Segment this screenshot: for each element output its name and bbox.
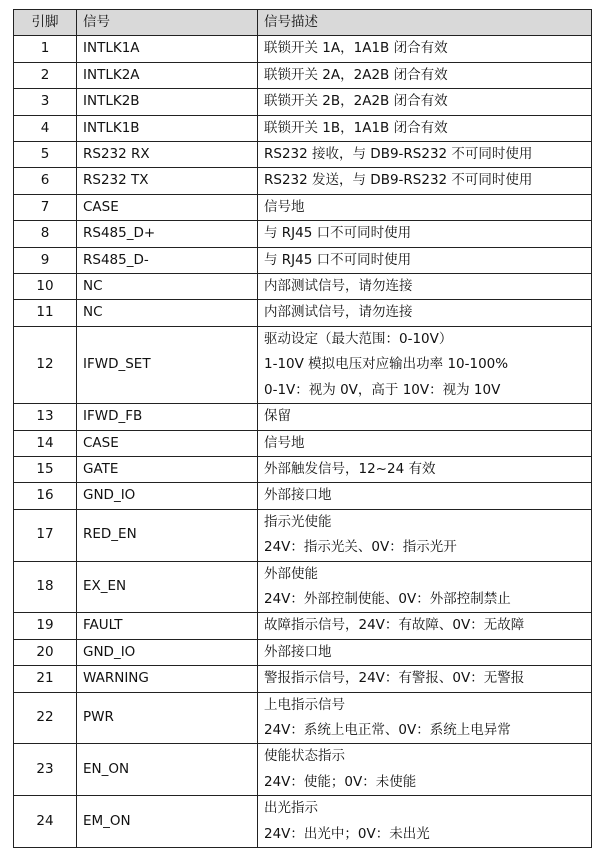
description-line: 外部接口地 [264,643,332,660]
signal-name: CASE [77,430,258,456]
table-row [14,561,592,613]
signal-name: EM_ON [77,796,258,848]
description-line: 联锁开关 2B，2A2B 闭合有效 [264,93,448,110]
table-row [14,274,592,300]
header-signal: 信号 [77,10,258,36]
signal-description [258,404,592,430]
signal-name: EN_ON [77,744,258,796]
signal-name: WARNING [77,666,258,692]
signal-name: GATE [77,456,258,482]
pin-number: 6 [14,168,77,194]
pin-number: 20 [14,639,77,665]
header-pin: 引脚 [14,10,77,36]
pin-number: 9 [14,247,77,273]
table-row [14,62,592,88]
signal-description [258,666,592,692]
table-row [14,115,592,141]
pin-number: 15 [14,456,77,482]
description-line: 上电指示信号 [264,696,345,713]
signal-description [258,221,592,247]
signal-name: RS485_D+ [77,221,258,247]
table-row [14,456,592,482]
table-row [14,613,592,639]
pin-number: 10 [14,274,77,300]
signal-description [258,36,592,62]
table-row [14,796,592,848]
description-line: 24V：使能；0V：未使能 [264,773,417,790]
description-line: 驱动设定（最大范围：0-10V） [264,330,453,347]
signal-name: NC [77,274,258,300]
signal-name: EX_EN [77,561,258,613]
table-row [14,247,592,273]
description-line: 24V：出光中；0V：未出光 [264,825,430,842]
description-line: 内部测试信号，请勿连接 [264,304,413,321]
table-row [14,666,592,692]
pin-number: 23 [14,744,77,796]
signal-description [258,796,592,848]
pin-number: 17 [14,509,77,561]
signal-description [258,639,592,665]
description-line: 24V：外部控制使能、0V：外部控制禁止 [264,590,511,607]
description-line: 出光指示 [264,800,318,817]
description-line: 1-10V 模拟电压对应输出功率 10-100% [264,356,509,373]
pin-number: 24 [14,796,77,848]
description-line: 联锁开关 2A，2A2B 闭合有效 [264,66,448,83]
signal-name: IFWD_FB [77,404,258,430]
signal-name: GND_IO [77,483,258,509]
table-row [14,36,592,62]
pin-number: 14 [14,430,77,456]
description-line: 使能状态指示 [264,748,345,765]
table-row [14,89,592,115]
signal-name: RS232 RX [77,142,258,168]
description-line: 外部触发信号，12~24 有效 [264,460,436,477]
signal-description [258,483,592,509]
signal-name: CASE [77,194,258,220]
description-line: 外部接口地 [264,487,332,504]
pin-number: 13 [14,404,77,430]
header-description: 信号描述 [258,10,592,36]
pin-number: 5 [14,142,77,168]
signal-description [258,300,592,326]
pin-number: 22 [14,692,77,744]
signal-description [258,430,592,456]
description-line: 24V：指示光关、0V：指示光开 [264,539,457,556]
signal-name: RS232 TX [77,168,258,194]
signal-description [258,613,592,639]
pin-number: 8 [14,221,77,247]
description-line: 信号地 [264,434,305,451]
signal-description [258,692,592,744]
signal-name: GND_IO [77,639,258,665]
signal-name: INTLK2A [77,62,258,88]
pin-number: 7 [14,194,77,220]
table-row [14,430,592,456]
table-row [14,142,592,168]
table-row [14,639,592,665]
table-row [14,326,592,403]
description-line: 24V：系统上电正常、0V：系统上电异常 [264,721,511,738]
signal-name: RED_EN [77,509,258,561]
table-row [14,692,592,744]
description-line: 警报指示信号，24V：有警报、0V：无警报 [264,670,525,687]
signal-description [258,115,592,141]
description-line: 外部使能 [264,565,318,582]
signal-description [258,247,592,273]
pin-number: 3 [14,89,77,115]
table-row [14,194,592,220]
signal-name: NC [77,300,258,326]
signal-description [258,194,592,220]
table-row [14,744,592,796]
description-line: 保留 [264,408,291,425]
signal-description [258,62,592,88]
signal-name: FAULT [77,613,258,639]
signal-description [258,744,592,796]
signal-description [258,142,592,168]
signal-description [258,89,592,115]
table-header-row [14,10,592,36]
table-body [14,36,592,848]
description-line: 0-1V：视为 0V，高于 10V：视为 10V [264,381,501,398]
description-line: RS232 发送，与 DB9-RS232 不可同时使用 [264,172,533,189]
pin-number: 1 [14,36,77,62]
signal-description [258,326,592,403]
table-row [14,300,592,326]
pin-number: 19 [14,613,77,639]
pin-table [13,9,592,848]
description-line: 与 RJ45 口不可同时使用 [264,225,412,242]
signal-description [258,274,592,300]
description-line: 联锁开关 1B，1A1B 闭合有效 [264,119,448,136]
description-line: 信号地 [264,198,305,215]
table-row [14,404,592,430]
table-row [14,483,592,509]
signal-description [258,561,592,613]
signal-description [258,456,592,482]
description-line: 内部测试信号，请勿连接 [264,278,413,295]
table-row [14,168,592,194]
description-line: RS232 接收，与 DB9-RS232 不可同时使用 [264,146,533,163]
signal-name: INTLK1A [77,36,258,62]
description-line: 指示光使能 [264,513,332,530]
pin-number: 16 [14,483,77,509]
pin-number: 18 [14,561,77,613]
description-line: 联锁开关 1A，1A1B 闭合有效 [264,40,448,57]
pin-number: 12 [14,326,77,403]
signal-name: INTLK2B [77,89,258,115]
signal-description [258,509,592,561]
signal-description [258,168,592,194]
signal-name: IFWD_SET [77,326,258,403]
table-row [14,509,592,561]
description-line: 故障指示信号，24V：有故障、0V：无故障 [264,617,525,634]
signal-name: INTLK1B [77,115,258,141]
pin-number: 11 [14,300,77,326]
signal-name: RS485_D- [77,247,258,273]
pin-number: 21 [14,666,77,692]
signal-name: PWR [77,692,258,744]
table-row [14,221,592,247]
pin-number: 4 [14,115,77,141]
pin-number: 2 [14,62,77,88]
description-line: 与 RJ45 口不可同时使用 [264,251,412,268]
